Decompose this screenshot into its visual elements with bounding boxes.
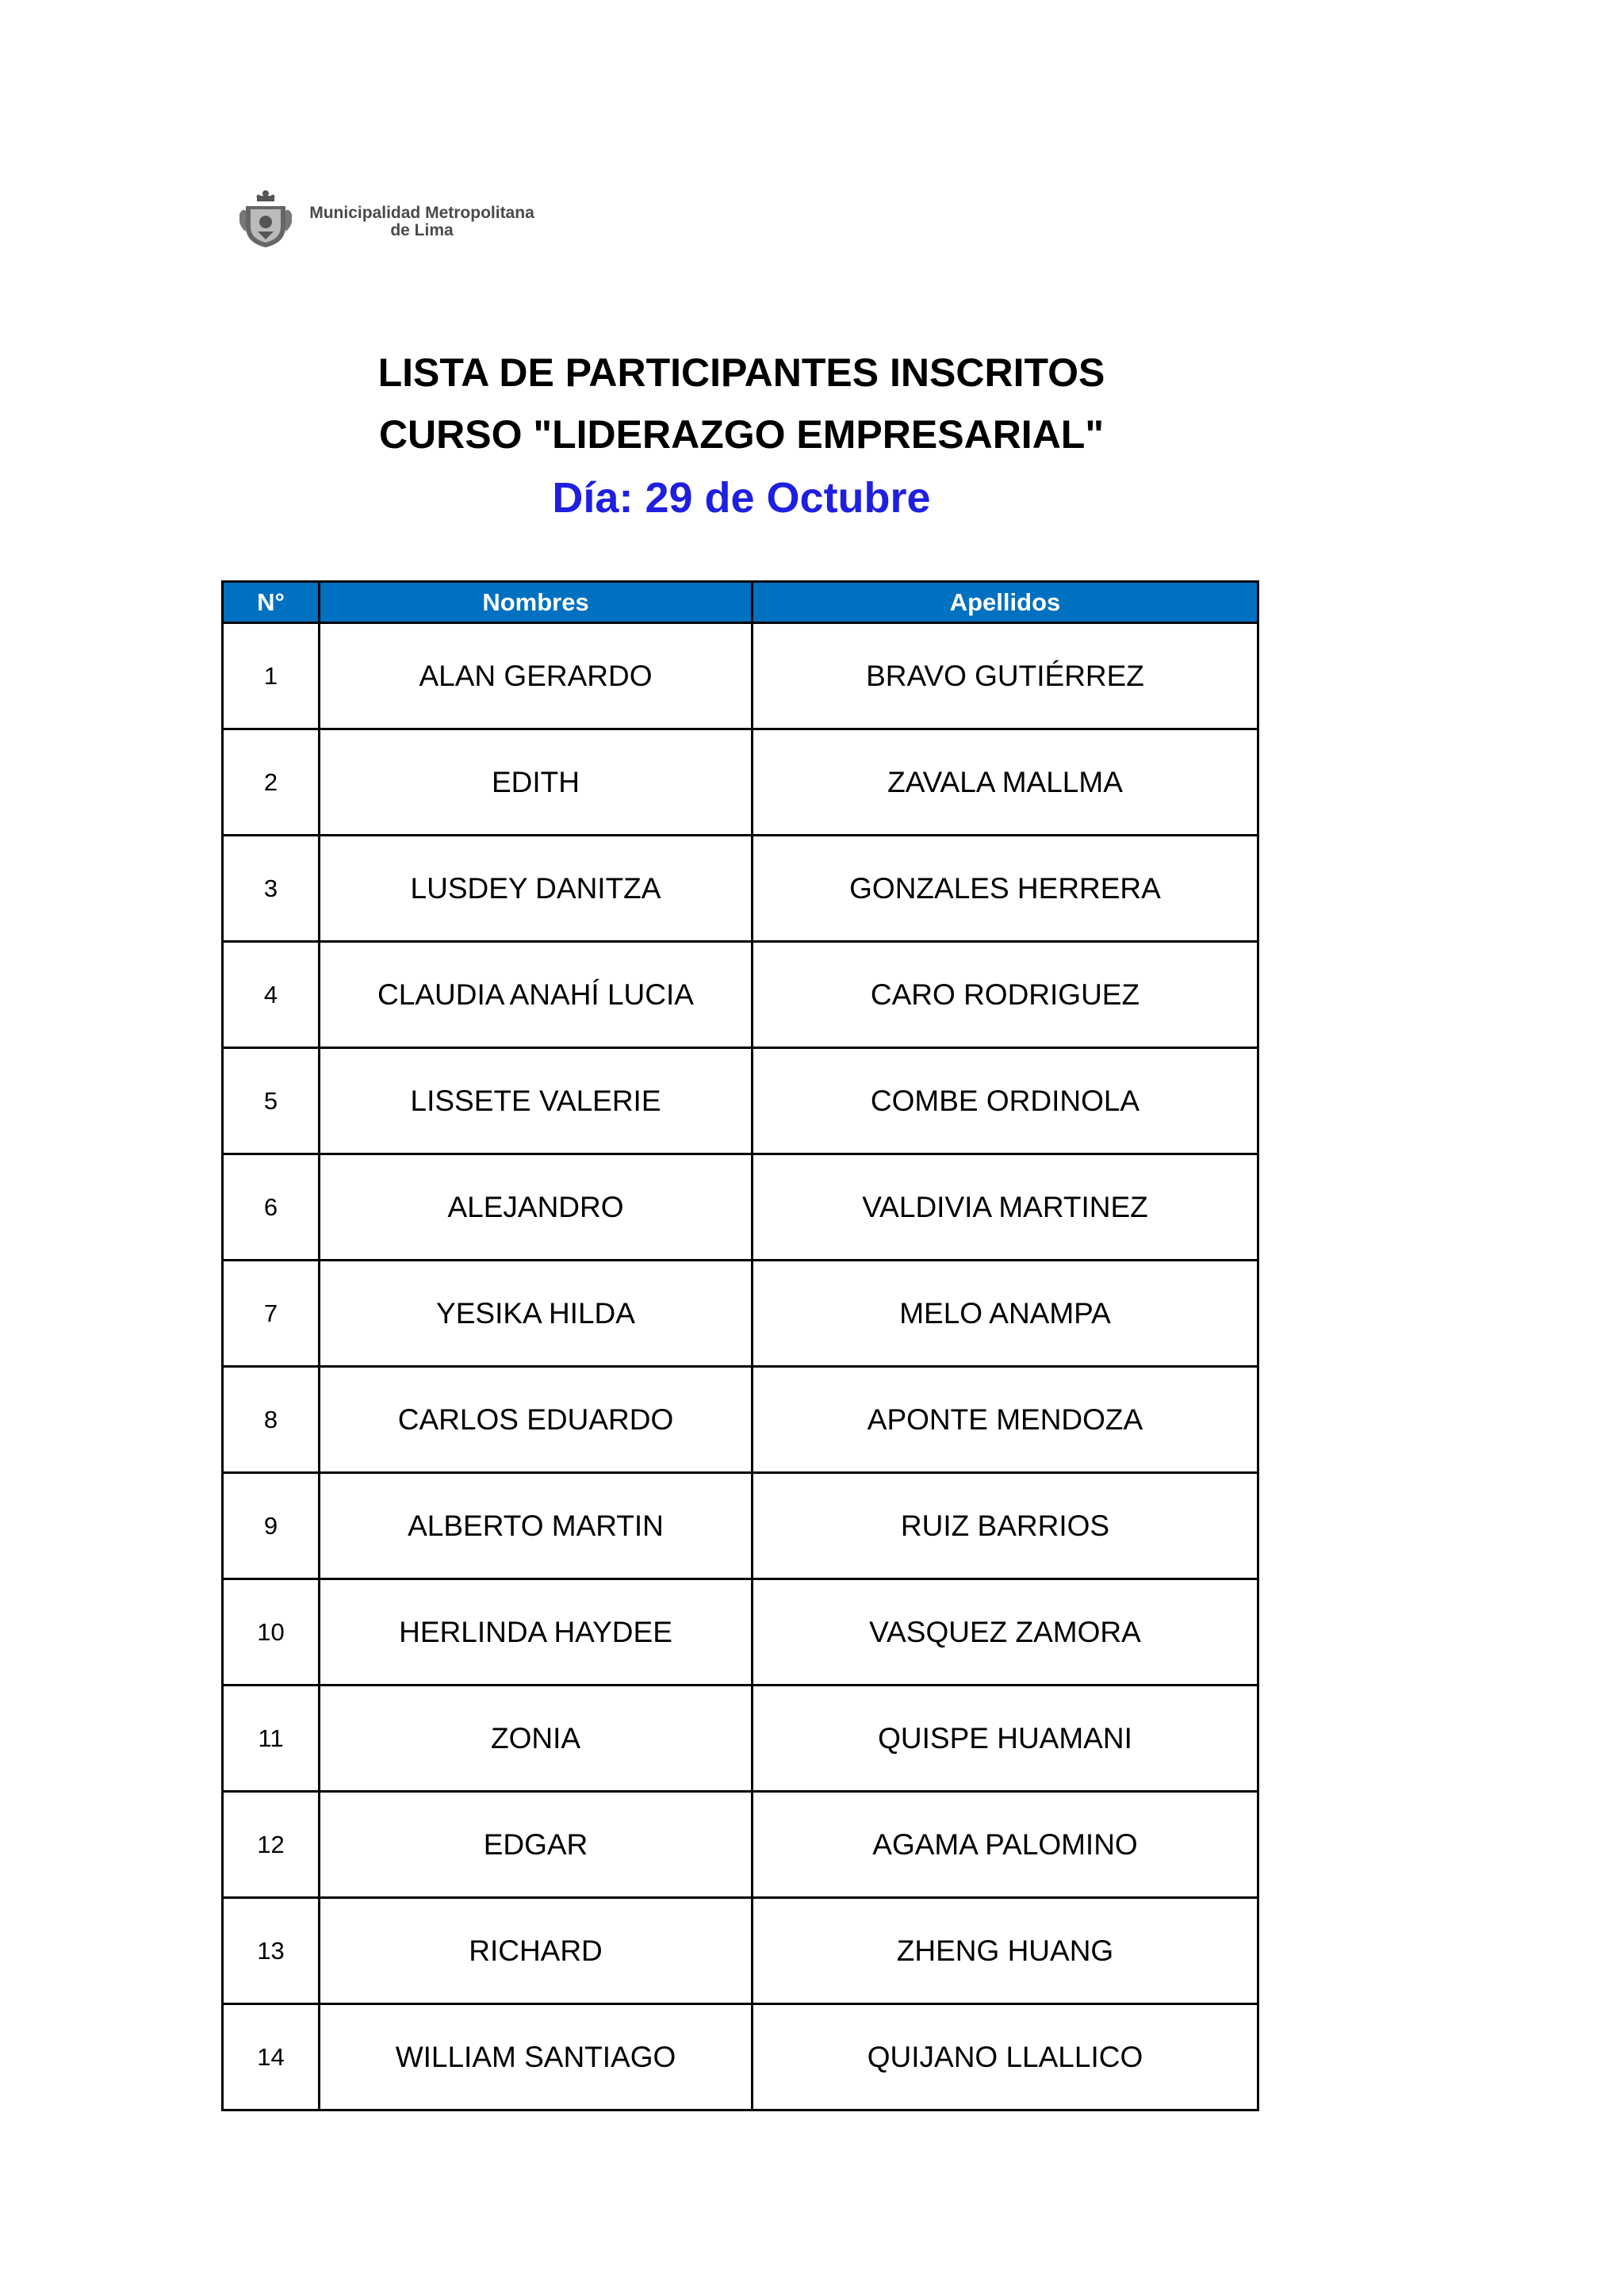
last-names-cell: APONTE MENDOZA — [753, 1367, 1258, 1473]
row-number: 8 — [223, 1367, 320, 1473]
row-number: 10 — [223, 1579, 320, 1686]
first-names-cell: YESIKA HILDA — [320, 1261, 753, 1367]
row-number: 3 — [223, 836, 320, 942]
last-names-cell: GONZALES HERRERA — [753, 836, 1258, 942]
first-names-cell: CARLOS EDUARDO — [320, 1367, 753, 1473]
row-number: 14 — [223, 2004, 320, 2110]
row-number: 2 — [223, 729, 320, 836]
first-names-cell: ZONIA — [320, 1686, 753, 1792]
table-row — [223, 942, 1258, 1048]
row-number: 4 — [223, 942, 320, 1048]
first-names-cell: RICHARD — [320, 1898, 753, 2004]
table-row — [223, 1048, 1258, 1154]
table-row — [223, 1792, 1258, 1898]
table-row — [223, 1154, 1258, 1261]
table-row — [223, 1686, 1258, 1792]
row-number: 11 — [223, 1686, 320, 1792]
row-number: 5 — [223, 1048, 320, 1154]
table-row — [223, 2004, 1258, 2110]
first-names-cell: HERLINDA HAYDEE — [320, 1579, 753, 1686]
last-names-cell: ZAVALA MALLMA — [753, 729, 1258, 836]
table-row — [223, 729, 1258, 836]
first-names-cell: ALEJANDRO — [320, 1154, 753, 1261]
table-row — [223, 836, 1258, 942]
last-names-cell: VASQUEZ ZAMORA — [753, 1579, 1258, 1686]
row-number: 6 — [223, 1154, 320, 1261]
first-names-cell: ALAN GERARDO — [320, 623, 753, 729]
municipality-logo — [238, 187, 555, 251]
first-names-cell: WILLIAM SANTIAGO — [320, 2004, 753, 2110]
table-row — [223, 623, 1258, 729]
last-names-cell: ZHENG HUANG — [753, 1898, 1258, 2004]
logo-text — [295, 205, 549, 239]
logo-line-1: Municipalidad Metropolitana — [309, 204, 534, 222]
first-names-cell: EDGAR — [320, 1792, 753, 1898]
row-number: 9 — [223, 1473, 320, 1579]
last-names-cell: QUISPE HUAMANI — [753, 1686, 1258, 1792]
table-row — [223, 1261, 1258, 1367]
coat-of-arms-icon — [238, 187, 293, 251]
first-names-cell: CLAUDIA ANAHÍ LUCIA — [320, 942, 753, 1048]
header-first-names: Nombres — [320, 582, 753, 623]
course-title: CURSO "LIDERAZGO EMPRESARIAL" — [378, 412, 1105, 457]
last-names-cell: MELO ANAMPA — [753, 1261, 1258, 1367]
logo-line-2: de Lima — [390, 221, 454, 239]
row-number: 12 — [223, 1792, 320, 1898]
document-title: LISTA DE PARTICIPANTES INSCRITOS — [377, 350, 1105, 395]
last-names-cell: AGAMA PALOMINO — [753, 1792, 1258, 1898]
last-names-cell: BRAVO GUTIÉRREZ — [753, 623, 1258, 729]
participants-table — [221, 580, 1259, 2111]
first-names-cell: LISSETE VALERIE — [320, 1048, 753, 1154]
first-names-cell: EDITH — [320, 729, 753, 836]
first-names-cell: LUSDEY DANITZA — [320, 836, 753, 942]
header-number: N° — [223, 582, 320, 623]
last-names-cell: QUIJANO LLALLICO — [753, 2004, 1258, 2110]
header-last-names: Apellidos — [753, 582, 1258, 623]
last-names-cell: VALDIVIA MARTINEZ — [753, 1154, 1258, 1261]
last-names-cell: CARO RODRIGUEZ — [753, 942, 1258, 1048]
last-names-cell: RUIZ BARRIOS — [753, 1473, 1258, 1579]
table-header-row — [223, 582, 1258, 623]
table-row — [223, 1473, 1258, 1579]
table-row — [223, 1898, 1258, 2004]
table-row — [223, 1367, 1258, 1473]
course-date: Día: 29 de Octubre — [552, 474, 931, 522]
table-row — [223, 1579, 1258, 1686]
row-number: 7 — [223, 1261, 320, 1367]
row-number: 13 — [223, 1898, 320, 2004]
row-number: 1 — [223, 623, 320, 729]
last-names-cell: COMBE ORDINOLA — [753, 1048, 1258, 1154]
first-names-cell: ALBERTO MARTIN — [320, 1473, 753, 1579]
